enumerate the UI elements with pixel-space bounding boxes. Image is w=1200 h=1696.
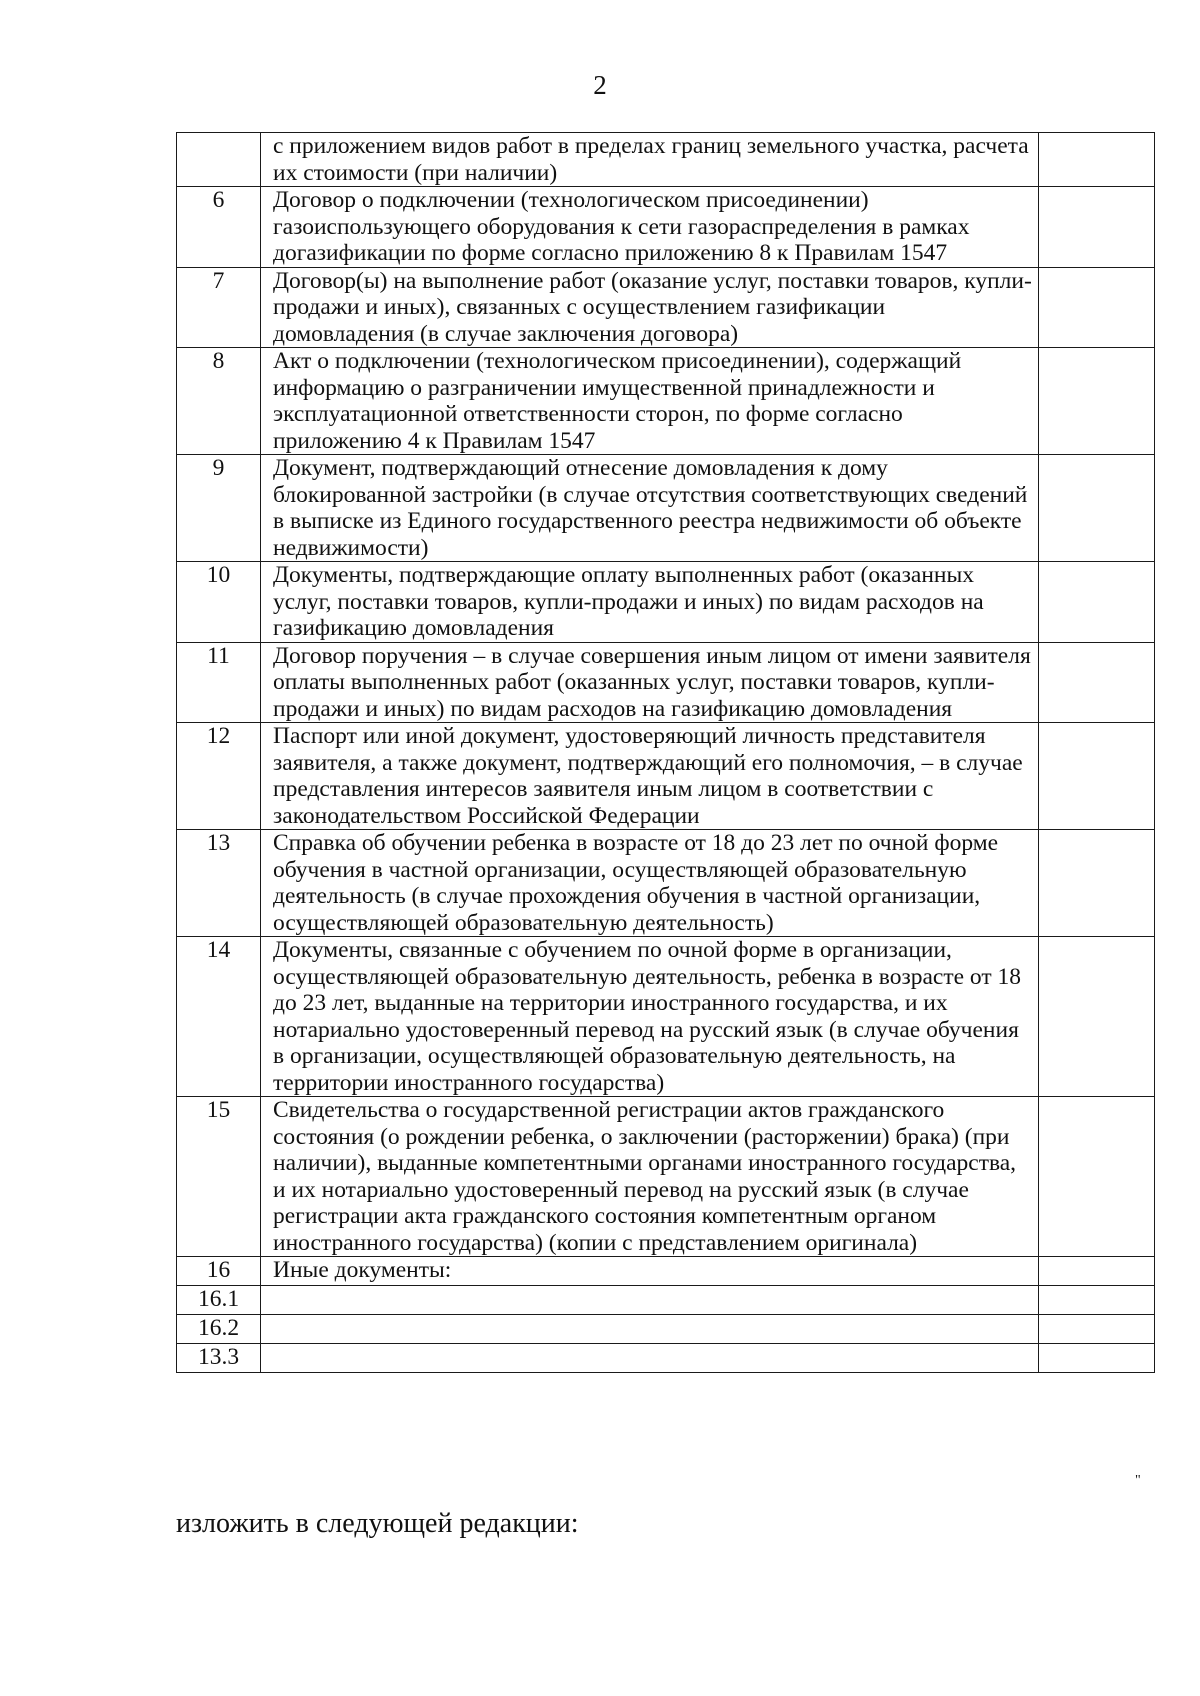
table-row: [177, 455, 1155, 562]
row-mark-cell: [1039, 723, 1155, 830]
row-mark-cell: [1039, 1257, 1155, 1286]
row-number: 14: [177, 937, 261, 1097]
footer-text: изложить в следующей редакции:: [176, 1508, 579, 1539]
page-number: 2: [593, 70, 607, 100]
row-text: Иные документы:: [261, 1257, 1039, 1286]
row-mark-cell: [1039, 455, 1155, 562]
table-row: [177, 1286, 1155, 1315]
row-text: Договор поручения – в случае совершения иным лицом от имени заявителя оплаты выполненных работ (оказанных услуг, поставки товаров, купли-продажи и иных) по видам расходов на газификацию домовладения: [261, 642, 1039, 723]
table-row: [177, 830, 1155, 937]
row-text: [261, 1286, 1039, 1315]
row-mark-cell: [1039, 187, 1155, 268]
row-mark-cell: [1039, 348, 1155, 455]
row-number: 16.2: [177, 1315, 261, 1344]
row-number: 13.3: [177, 1344, 261, 1373]
row-text: Справка об обучении ребенка в возрасте от 18 до 23 лет по очной форме обучения в частной организации, осуществляющей образовательную деятельность (в случае прохождения обучения в частной организации, осуществляющей образовательную деятельность): [261, 830, 1039, 937]
row-text: Документы, подтверждающие оплату выполненных работ (оказанных услуг, поставки товаров, купли-продажи и иных) по видам расходов на газификацию домовладения: [261, 562, 1039, 643]
row-text: Акт о подключении (технологическом присоединении), содержащий информацию о разграничении имущественной принадлежности и эксплуатационной ответственности сторон, по форме согласно приложению 4 к Правилам 1547: [261, 348, 1039, 455]
row-number: 6: [177, 187, 261, 268]
row-number: 11: [177, 642, 261, 723]
row-number: 13: [177, 830, 261, 937]
row-number: 10: [177, 562, 261, 643]
row-text: Договор(ы) на выполнение работ (оказание услуг, поставки товаров, купли-продажи и иных), связанных с осуществлением газификации домовладения (в случае заключения договора): [261, 267, 1039, 348]
table-row: [177, 1097, 1155, 1257]
table-row: [177, 937, 1155, 1097]
row-text: Договор о подключении (технологическом присоединении) газоиспользующего оборудования к сети газораспределения в рамках догазификации по форме согласно приложению 8 к Правилам 1547: [261, 187, 1039, 268]
row-mark-cell: [1039, 830, 1155, 937]
row-text: [261, 1344, 1039, 1373]
table-row: [177, 348, 1155, 455]
row-number: 16: [177, 1257, 261, 1286]
row-mark-cell: [1039, 1315, 1155, 1344]
row-text: [261, 1315, 1039, 1344]
row-text: с приложением видов работ в пределах границ земельного участка, расчета их стоимости (при наличии): [261, 133, 1039, 187]
table-row: [177, 562, 1155, 643]
table-row: [177, 1257, 1155, 1286]
table-row: [177, 1344, 1155, 1373]
row-number: 15: [177, 1097, 261, 1257]
row-number: [177, 133, 261, 187]
row-number: 8: [177, 348, 261, 455]
row-mark-cell: [1039, 1097, 1155, 1257]
table-row: [177, 187, 1155, 268]
row-mark-cell: [1039, 562, 1155, 643]
row-text: Документы, связанные с обучением по очной форме в организации, осуществляющей образовательную деятельность, ребенка в возрасте от 18 до 23 лет, выданные на территории иностранного государства, и их нотариально удостоверенный перевод на русский язык (в случае обучения в организации, осуществляющей образовательную деятельность, на территории иностранного государства): [261, 937, 1039, 1097]
row-mark-cell: [1039, 642, 1155, 723]
table-row: [177, 1315, 1155, 1344]
closing-quote: ": [1135, 1473, 1141, 1488]
table-row: [177, 723, 1155, 830]
row-mark-cell: [1039, 133, 1155, 187]
row-mark-cell: [1039, 267, 1155, 348]
table-row: [177, 267, 1155, 348]
row-number: 16.1: [177, 1286, 261, 1315]
row-mark-cell: [1039, 1344, 1155, 1373]
row-text: Документ, подтверждающий отнесение домовладения к дому блокированной застройки (в случае отсутствия соответствующих сведений в выписке из Единого государственного реестра недвижимости об объекте недвижимости): [261, 455, 1039, 562]
table-row: [177, 133, 1155, 187]
row-number: 12: [177, 723, 261, 830]
documents-table: [176, 132, 1155, 1373]
row-number: 7: [177, 267, 261, 348]
row-number: 9: [177, 455, 261, 562]
row-mark-cell: [1039, 937, 1155, 1097]
row-text: Паспорт или иной документ, удостоверяющий личность представителя заявителя, а также документ, подтверждающий его полномочия, – в случае представления интересов заявителя иным лицом в соответствии с законодательством Российской Федерации: [261, 723, 1039, 830]
row-text: Свидетельства о государственной регистрации актов гражданского состояния (о рождении ребенка, о заключении (расторжении) брака) (при наличии), выданные компетентными органами иностранного государства, и их нотариально удостоверенный перевод на русский язык (в случае регистрации акта гражданского состояния компетентным органом иностранного государства) (копии с представлением оригинала): [261, 1097, 1039, 1257]
table-row: [177, 642, 1155, 723]
row-mark-cell: [1039, 1286, 1155, 1315]
